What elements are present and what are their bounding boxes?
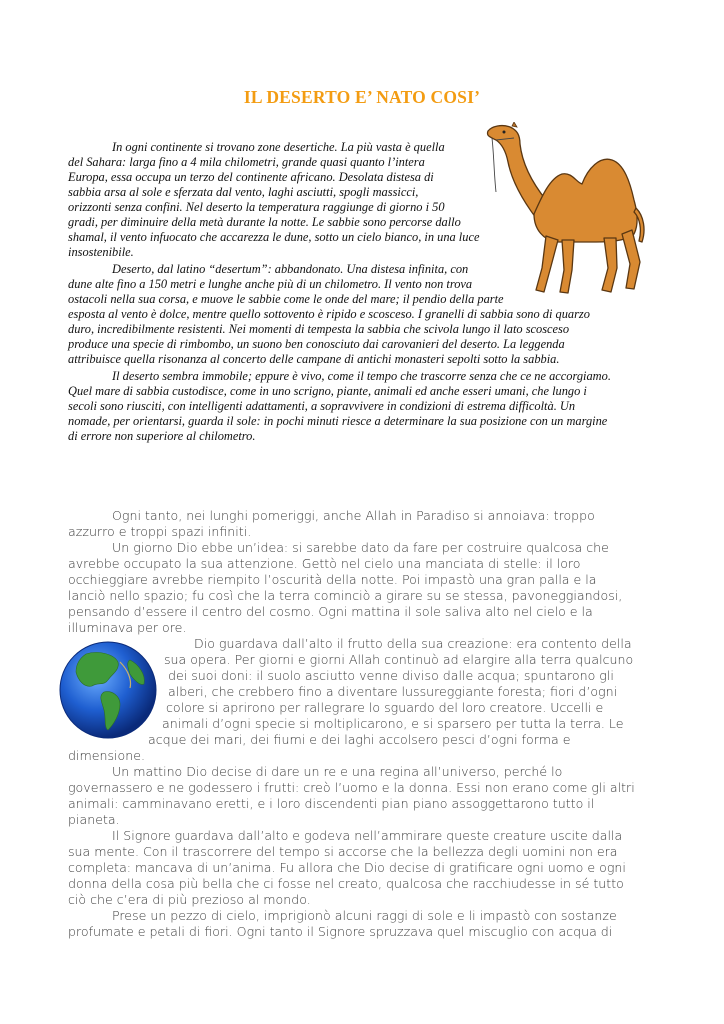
desert-text-line: del Sahara: larga fino a 4 mila chilometri, grande quasi quanto l’intera [68, 155, 425, 169]
earth-globe-icon [58, 640, 158, 740]
camel-illustration [484, 122, 652, 298]
story-text-line: Ogni tanto, nei lunghi pomeriggi, anche Allah in Paradiso si annoiava: troppo [112, 508, 595, 523]
desert-text-line: attribuisce quella risonanza al concerto delle campane di antichi monasteri sepolti sotto la sabbia. [68, 352, 560, 366]
story-text-line: donna della cosa più bella che ci fosse nel creato, qualcosa che racchiudesse in sé tutto [68, 876, 624, 891]
desert-text-line: esposta al vento è dolce, mentre quello sottovento è ripido e scosceso. I granelli di sabbia sono di quarzo [68, 307, 590, 321]
story-text-line: occhieggiare avrebbe riempito l’oscurità della notte. Poi impastò una gran palla e la [68, 572, 597, 587]
desert-text-line: dune alte fino a 150 metri e lunghe anche più di un chilometro. Il vento non trova [68, 277, 473, 291]
story-text-line: Prese un pezzo di cielo, imprigionò alcuni raggi di sole e li impastò con sostanze [112, 908, 617, 923]
story-text-line: Un mattino Dio decise di dare un re e una regina all’universo, perché lo [112, 764, 563, 779]
story-text-line: profumate e petali di fiori. Ogni tanto il Signore spruzzava quel miscuglio con acqua di [68, 924, 613, 939]
story-text-line: sua mente. Con il trascorrere del tempo si accorse che la bellezza degli uomini non era [68, 844, 618, 859]
story-text-line: lanciò nello spazio; fu così che la terra cominciò a girare su se stessa, pavoneggiandosi, [68, 588, 623, 603]
story-text-line: colore si aprirono per rallegrare lo sguardo del loro creatore. Uccelli e [166, 700, 604, 715]
story-text-line: dei suoi doni: il suolo asciutto venne diviso dalle acqua; spuntarono gli [168, 668, 614, 683]
desert-text-line: nomade, per orientarsi, guarda il sole: in pochi minuti riesce a determinare la sua posizione con un margine [68, 414, 608, 428]
desert-text-line: Europa, essa occupa un terzo del continente africano. Desolata distesa di [68, 170, 434, 184]
story-text-line: governassero e ne godessero i frutti: creò l’uomo e la donna. Essi non erano come gli altri [68, 780, 635, 795]
desert-text-line: produce una specie di rimbombo, un suono ben conosciuto dai carovanieri del deserto. La leggenda [68, 337, 565, 351]
desert-text-line: orizzonti senza confini. Nel deserto la temperatura raggiunge di giorno i 50 [68, 200, 445, 214]
desert-text-line: shamal, il vento infuocato che accarezza le dune, sotto un cielo bianco, in una luce [68, 230, 480, 244]
desert-text-line: sabbia arsa al sole e sferzata dal vento, laghi asciutti, spogli massicci, [68, 185, 419, 199]
desert-text-line: ostacoli nella sua corsa, e muove le sabbie come le onde del mare; il pendio della parte [68, 292, 504, 306]
story-text-line: animali d’ogni specie si moltiplicarono, e si sparsero per tutta la terra. Le [162, 716, 624, 731]
story-text-line: avrebbe occupato la sua attenzione. Gettò nel cielo una manciata di stelle: il loro [68, 556, 581, 571]
story-text-line: alberi, che crebbero fino a diventare lussureggiante foresta; fiori d’ogni [168, 684, 618, 699]
story-text-line: ciò che c’era di più prezioso al mondo. [68, 892, 311, 907]
story-text-line: Un giorno Dio ebbe un’idea: si sarebbe dato da fare per costruire qualcosa che [112, 540, 609, 555]
story-text-line: pianeta. [68, 812, 120, 827]
desert-text-line: gradi, per diminuire della metà durante la notte. Le sabbie sono percorse dallo [68, 215, 461, 229]
desert-text-line: Deserto, dal latino “desertum”: abbandonato. Una distesa infinita, con [112, 262, 469, 276]
story-text-line: pensando d’essere il centro del cosmo. Ogni mattina il sole saliva alto nel cielo e la [68, 604, 593, 619]
story-text-line: azzurro e troppi spazi infiniti. [68, 524, 252, 539]
desert-text-line: In ogni continente si trovano zone desertiche. La più vasta è quella [112, 140, 445, 154]
story-text-line: completa: mancava di un’anima. Fu allora che Dio decise di gratificare ogni uomo e ogni [68, 860, 626, 875]
desert-text-line: insostenibile. [68, 245, 134, 259]
desert-text-line: Quel mare di sabbia custodisce, come in uno scrigno, piante, animali ed anche esseri umani, che lungo i [68, 384, 587, 398]
desert-text-line: di errore non superiore al chilometro. [68, 429, 256, 443]
desert-text-line: duro, incredibilmente resistenti. Nei momenti di tempesta la sabbia che scivola lungo il lato scosceso [68, 322, 570, 336]
story-text-line: acque dei mari, dei fiumi e dei laghi accolsero pesci d’ogni forma e [148, 732, 571, 747]
story-text-line: dimensione. [68, 748, 145, 763]
story-text-line: animali: camminavano eretti, e i loro discendenti pian piano assoggettarono tutto il [68, 796, 595, 811]
desert-text-line: secoli sono riusciti, con intelligenti adattamenti, a sopravvivere in condizioni di estrema difficoltà. Un [68, 399, 576, 413]
desert-text-line: Il deserto sembra immobile; eppure è vivo, come il tempo che trascorre senza che ce ne accorgiamo. [112, 369, 611, 383]
story-text-line: Dio guardava dall’alto il frutto della sua creazione: era contento della [194, 636, 632, 651]
story-text-line: Il Signore guardava dall’alto e godeva nell’ammirare queste creature uscite dalla [112, 828, 623, 843]
story-text-line: illuminava per ore. [68, 620, 187, 635]
page-title: IL DESERTO E’ NATO COSI’ [243, 87, 481, 107]
story-text-line: sua opera. Per giorni e giorni Allah continuò ad elargire alla terra qualcuno [164, 652, 634, 667]
